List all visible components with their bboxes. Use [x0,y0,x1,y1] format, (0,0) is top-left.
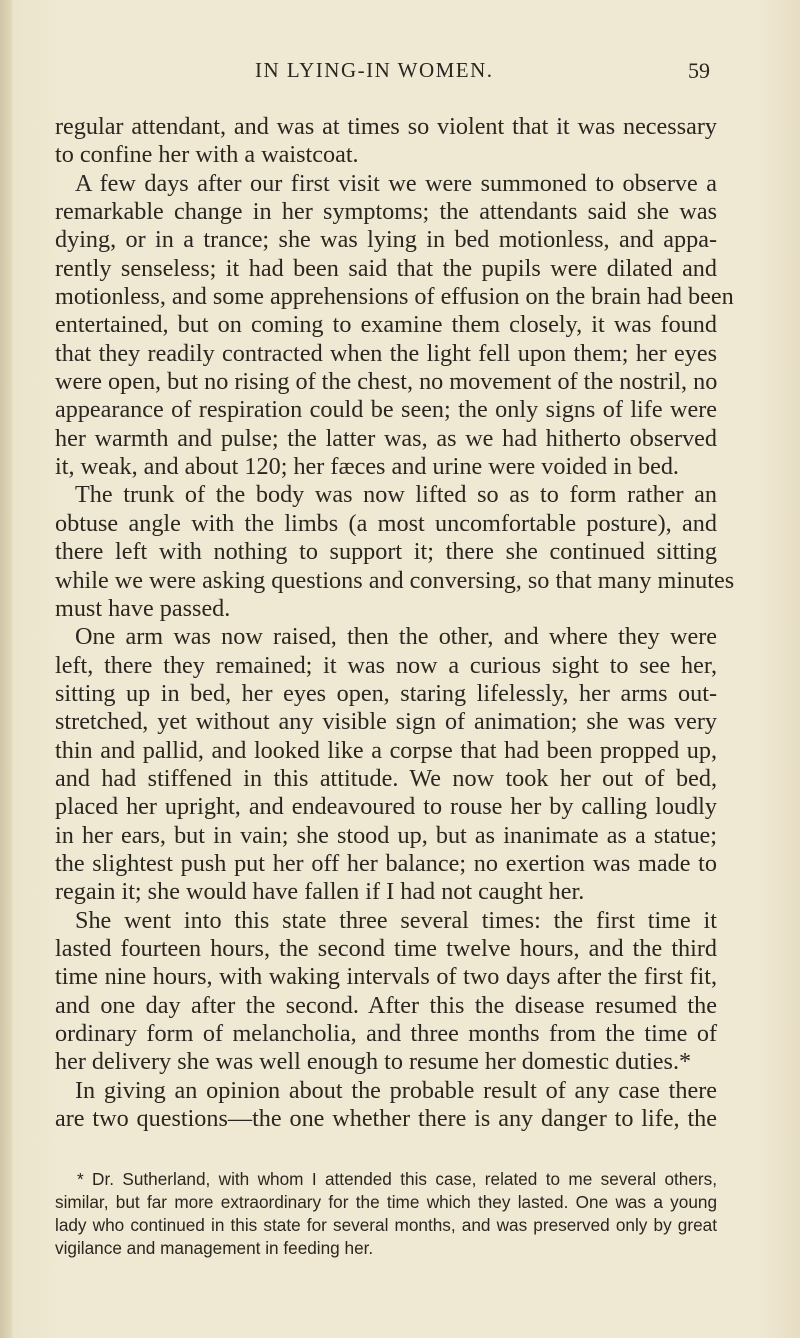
text-line: placed her upright, and endeavoured to rouse her by calling loudly [55,793,717,821]
text-line: regain it; she would have fallen if I had not caught her. [55,878,585,906]
text-line: and one day after the second. After this the disease resumed the [55,991,717,1019]
text-line: regular attendant, and was at times so violent that it was necessary [55,113,717,140]
text-line: ordinary form of melancholia, and three months from the time of [55,1020,717,1047]
text-line: in her ears, but in vain; she stood up, but as inanimate as a statue; [55,821,717,849]
text-line: while we were asking questions and conversing, so that many minutes [55,566,735,594]
text-line: appearance of respiration could be seen; the only signs of life were [55,396,717,424]
page-number: 59 [688,58,710,83]
text-line: it, weak, and about 120; her fæces and urine were voided in bed. [55,453,679,481]
text-line: entertained, but on coming to examine them closely, it was found [55,311,717,339]
footnote-line: similar, but far more extraordinary for the time which they lasted. One was a young [55,1192,717,1212]
footnote [55,1168,717,1260]
text-line: were open, but no rising of the chest, no movement of the nostril, no [55,368,718,396]
text-line: to confine her with a waistcoat. [55,141,359,169]
text-line: A few days after our first visit we were summoned to observe a [75,169,717,197]
text-line: In giving an opinion about the probable result of any case there [75,1076,717,1104]
page-gutter [0,0,12,1338]
text-line: left, there they remained; it was now a curious sight to see her, [55,651,717,679]
text-line: her warmth and pulse; the latter was, as we had hitherto observed [55,424,717,452]
text-line: She went into this state three several times: the first time it [75,906,717,934]
running-head: IN LYING-IN WOMEN. [255,58,494,82]
text-line: are two questions—the one whether there is any danger to life, the [55,1105,717,1133]
text-line: The trunk of the body was now lifted so as to form rather an [75,481,717,509]
text-line: and had stiffened in this attitude. We now took her out of bed, [55,764,717,792]
text-line: motionless, and some apprehensions of effusion on the brain had been [55,283,734,311]
text-line: time nine hours, with waking intervals of two days after the first fit, [55,963,717,991]
text-line: the slightest push put her off her balance; no exertion was made to [55,849,717,877]
text-line: lasted fourteen hours, the second time twelve hours, and the third [55,934,717,962]
text-line: dying, or in a trance; she was lying in bed motionless, and appa- [55,226,717,254]
text-line: stretched, yet without any visible sign of animation; she was very [55,708,717,736]
text-line: must have passed. [55,594,231,622]
footnote-line: * Dr. Sutherland, with whom I attended this case, related to me several others, [77,1169,717,1189]
body-text [55,113,735,1133]
text-line: that they readily contracted when the light fell upon them; her eyes [55,339,717,367]
text-line: sitting up in bed, her eyes open, staring lifelessly, her arms out- [55,679,717,707]
text-line: thin and pallid, and looked like a corpse that had been propped up, [55,736,717,764]
footnote-line: lady who continued in this state for several months, and was preserved only by great [55,1215,717,1235]
text-line: there left with nothing to support it; there she continued sitting [55,538,717,566]
text-line: her delivery she was well enough to resume her domestic duties.* [55,1048,692,1076]
text-line: remarkable change in her symptoms; the attendants said she was [55,198,717,226]
text-line: obtuse angle with the limbs (a most uncomfortable posture), and [55,509,717,537]
text-line: rently senseless; it had been said that the pupils were dilated and [55,254,717,282]
text-line: One arm was now raised, then the other, and where they were [75,623,717,651]
footnote-line: vigilance and management in feeding her. [55,1238,374,1258]
